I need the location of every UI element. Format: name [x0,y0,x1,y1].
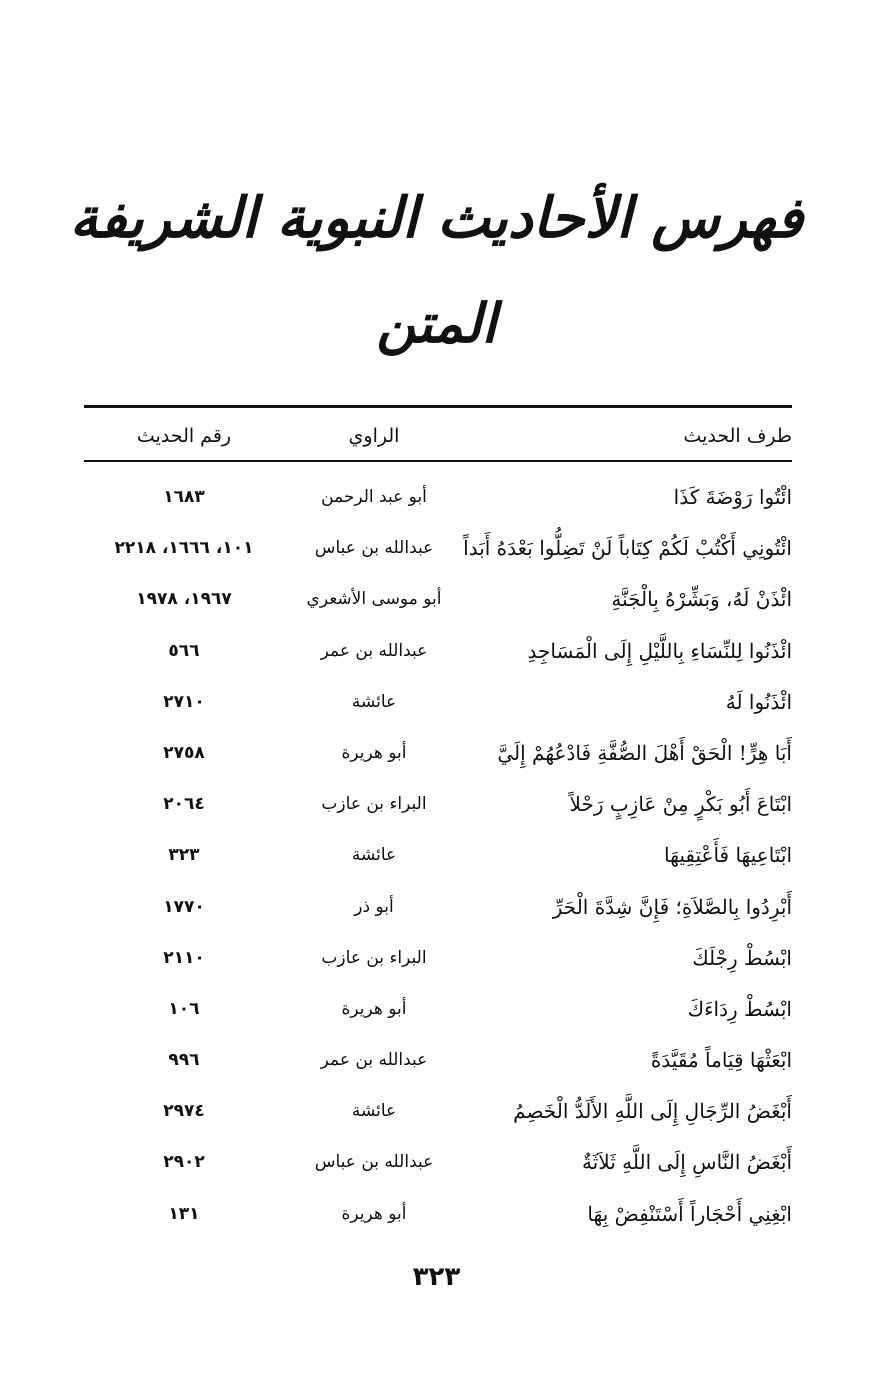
table-row [84,1189,792,1240]
hadith-number: ١٦٨٣ [163,487,205,507]
hadith-text: ابْتَاعَ أَبُو بَكْرٍ مِنْ عَازِبٍ رَحْلاً [569,792,792,817]
hadith-text: ائْتُوا رَوْضَةَ كَذَا [673,485,792,509]
table-body [84,472,792,1240]
table-row [84,984,792,1035]
narrator: أبو هريرة [341,1203,407,1224]
table-row [84,882,792,933]
hadith-number: ١٧٧٠ [163,896,205,917]
hadith-number: ٢٧١٠ [163,691,205,712]
header-hadith-number: رقم الحديث [136,425,232,447]
table-row [84,472,792,523]
table-row [84,933,792,984]
hadith-text: ابْعَثْهَا قِيَاماً مُقَيَّدَةً [650,1048,792,1073]
hadith-text: أَبْغَضُ النَّاسِ إِلَى اللَّهِ ثَلاَثَةٌ [582,1150,792,1175]
hadith-text: ائْتُونِي أَكْتُبْ لَكُمْ كِتَاباً لَنْ تَضِلُّوا بَعْدَهُ أَبَداً [463,536,792,561]
narrator: أبو هريرة [341,742,407,763]
hadith-text: ابْتَاعِيهَا فَأَعْتِقِيهَا [664,843,792,868]
hadith-text: ابْغِنِي أَحْجَاراً أَسْتَنْفِضْ بِهَا [587,1201,792,1226]
narrator: عبدالله بن عباس [314,538,434,559]
table-row [84,1035,792,1086]
hadith-number: ١٠١، ١٦٦٦، ٢٢١٨ [114,538,254,559]
hadith-number: ٢٠٦٤ [163,794,205,815]
table-row [84,830,792,881]
table-header [84,418,792,454]
hadith-text: ائْذَنْ لَهُ، وَبَشِّرْهُ بِالْجَنَّةِ [611,587,792,612]
header-hadith-text: طرف الحديث [683,425,792,447]
table-header-rule [84,460,792,462]
page-number: ٣٢٣ [412,1262,461,1292]
table-row [84,1137,792,1188]
narrator: عائشة [351,691,397,712]
narrator: عائشة [351,845,397,866]
page-subtitle: المتن [376,291,497,355]
hadith-text: ائْذَنُوا لَهُ [725,689,792,714]
narrator: أبو ذر [354,896,394,917]
page-title: فهرس الأحاديث النبوية الشريفة [69,185,804,251]
narrator: عبدالله بن عباس [314,1152,434,1173]
hadith-number: ١٩٦٧، ١٩٧٨ [136,589,232,610]
table-row [84,728,792,779]
narrator: عبدالله بن عمر [320,1050,428,1071]
header-narrator: الراوي [348,425,400,447]
narrator: البراء بن عازب [321,947,427,968]
narrator: عائشة [351,1101,397,1122]
hadith-text: ابْسُطْ رِجْلَكَ [692,945,792,970]
hadith-text: أَبْرِدُوا بِالصَّلاَةِ؛ فَإِنَّ شِدَّةَ الْحَرِّ [552,894,792,919]
hadith-number: ٢٧٥٨ [163,742,205,763]
hadith-number: ٥٦٦ [168,640,200,661]
hadith-number: ٩٩٦ [168,1050,200,1071]
hadith-number: ٢٩٧٤ [163,1101,205,1122]
hadith-number: ٣٢٣ [168,845,200,866]
hadith-number: ١٣١ [168,1203,200,1224]
table-row [84,626,792,677]
hadith-text: ابْسُطْ رِدَاءَكَ [687,996,792,1021]
table-row [84,779,792,830]
narrator: البراء بن عازب [321,794,427,815]
hadith-text: ائْذَنُوا لِلنِّسَاءِ بِاللَّيْلِ إِلَى الْمَسَاجِدِ [527,638,792,663]
hadith-text: أَبَا هِرٍّ! الْحَقْ أَهْلَ الصُّفَّةِ فَادْعُهُمْ إِلَيَّ [497,740,792,765]
narrator: أبو هريرة [341,998,407,1019]
table-row [84,574,792,625]
table-row [84,1086,792,1137]
hadith-text: أَبْغَضُ الرِّجَالِ إِلَى اللَّهِ الأَلَدُّ الْخَصِمُ [513,1099,792,1124]
narrator: أبو عبد الرحمن [321,487,427,507]
narrator: أبو موسى الأشعري [306,589,442,610]
table-row [84,677,792,728]
hadith-number: ٢١١٠ [163,947,205,968]
narrator: عبدالله بن عمر [320,640,428,661]
table-row [84,523,792,574]
table-top-rule [84,405,792,408]
hadith-number: ١٠٦ [168,998,200,1019]
hadith-number: ٢٩٠٢ [163,1152,205,1173]
